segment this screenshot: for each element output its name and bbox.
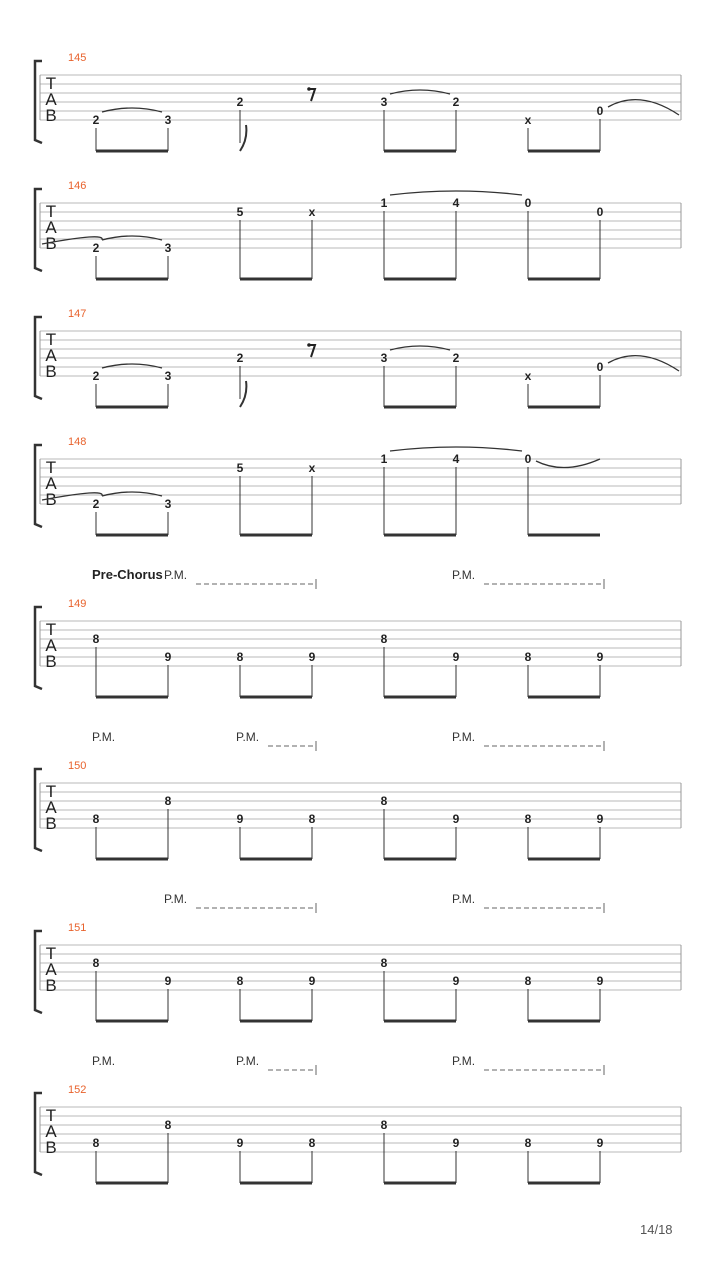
tab-clef-letter: T <box>45 74 57 93</box>
fret-number: 9 <box>452 650 460 664</box>
tab-clef-letter: B <box>45 234 57 253</box>
fret-number: 8 <box>236 650 244 664</box>
measure-number: 150 <box>68 760 87 772</box>
fret-number: 8 <box>308 1136 316 1150</box>
fret-number: 3 <box>380 351 388 365</box>
tab-clef-letter: A <box>45 474 57 493</box>
fret-number: 9 <box>308 650 316 664</box>
fret-number: 8 <box>524 812 532 826</box>
fret-number: x <box>524 369 532 383</box>
fret-number: 8 <box>92 812 100 826</box>
fret-number: 4 <box>452 452 460 466</box>
palm-mute-label: P.M. <box>452 568 476 582</box>
tab-system <box>35 567 681 697</box>
fret-number: x <box>308 205 316 219</box>
measure-number: 148 <box>68 436 87 448</box>
fret-number: 9 <box>452 974 460 988</box>
fret-number: 2 <box>92 497 100 511</box>
fret-number: 0 <box>596 360 604 374</box>
tab-clef-letter: T <box>45 1106 57 1125</box>
fret-number: x <box>524 113 532 127</box>
fret-number: 2 <box>92 369 100 383</box>
tie-arc <box>390 191 522 195</box>
fret-number: 8 <box>164 1118 172 1132</box>
palm-mute-label: P.M. <box>92 1054 116 1068</box>
fret-number: 9 <box>596 974 604 988</box>
tab-clef-letter: B <box>45 490 57 509</box>
tie-arc <box>536 459 600 468</box>
tab-system <box>35 52 681 151</box>
tab-system <box>35 436 681 535</box>
tab-clef-letter: T <box>45 330 57 349</box>
fret-number: 5 <box>236 205 244 219</box>
palm-mute-label: P.M. <box>452 730 476 744</box>
eighth-rest-icon <box>309 345 315 357</box>
fret-number: 8 <box>380 794 388 808</box>
tab-clef-letter: A <box>45 798 57 817</box>
fret-number: 1 <box>380 196 388 210</box>
section-label: Pre-Chorus <box>92 567 163 582</box>
tab-clef-letter: B <box>45 976 57 995</box>
tab-clef-letter: A <box>45 636 57 655</box>
fret-number: 8 <box>524 974 532 988</box>
tab-system <box>35 308 681 407</box>
palm-mute-label: P.M. <box>452 892 476 906</box>
fret-number: 9 <box>164 650 172 664</box>
fret-number: 2 <box>452 95 460 109</box>
fret-number: 0 <box>524 452 532 466</box>
fret-number: 8 <box>524 650 532 664</box>
tab-clef-letter: B <box>45 814 57 833</box>
fret-number: 3 <box>380 95 388 109</box>
eighth-flag-icon <box>240 125 246 151</box>
fret-number: 8 <box>380 1118 388 1132</box>
tab-system <box>35 180 681 279</box>
eighth-rest-icon <box>309 89 315 101</box>
fret-number: 9 <box>308 974 316 988</box>
palm-mute-label: P.M. <box>92 730 116 744</box>
fret-number: 3 <box>164 113 172 127</box>
tab-clef-letter: T <box>45 202 57 221</box>
page-number: 14/18 <box>640 1222 673 1237</box>
fret-number: 3 <box>164 241 172 255</box>
measure-number: 149 <box>68 598 87 610</box>
fret-number: 9 <box>452 1136 460 1150</box>
fret-number: 8 <box>92 956 100 970</box>
tie-arc <box>390 447 522 451</box>
tab-clef-letter: A <box>45 1122 57 1141</box>
palm-mute-label: P.M. <box>236 1054 260 1068</box>
palm-mute-label: P.M. <box>164 568 188 582</box>
measure-number: 151 <box>68 922 87 934</box>
fret-number: 9 <box>596 812 604 826</box>
fret-number: 8 <box>380 632 388 646</box>
fret-number: 8 <box>308 812 316 826</box>
fret-number: 9 <box>596 1136 604 1150</box>
fret-number: 9 <box>452 812 460 826</box>
tab-clef-letter: A <box>45 90 57 109</box>
tab-clef-letter: B <box>45 652 57 671</box>
palm-mute-label: P.M. <box>164 892 188 906</box>
measure-number: 152 <box>68 1084 87 1096</box>
tab-system <box>35 1054 681 1183</box>
fret-number: 4 <box>452 196 460 210</box>
fret-number: 9 <box>164 974 172 988</box>
eighth-rest-dot <box>307 343 311 347</box>
tab-clef-letter: B <box>45 362 57 381</box>
tab-clef-letter: A <box>45 218 57 237</box>
fret-number: 3 <box>164 497 172 511</box>
measure-number: 147 <box>68 308 87 320</box>
fret-number: 9 <box>596 650 604 664</box>
tab-clef-letter: T <box>45 944 57 963</box>
fret-number: 9 <box>236 1136 244 1150</box>
tab-clef-letter: T <box>45 782 57 801</box>
tab-system <box>35 892 681 1021</box>
fret-number: 2 <box>92 241 100 255</box>
fret-number: 3 <box>164 369 172 383</box>
fret-number: 8 <box>164 794 172 808</box>
palm-mute-label: P.M. <box>452 1054 476 1068</box>
fret-number: 2 <box>236 95 244 109</box>
tab-clef-letter: B <box>45 106 57 125</box>
fret-number: 0 <box>596 104 604 118</box>
fret-number: 1 <box>380 452 388 466</box>
fret-number: 0 <box>524 196 532 210</box>
eighth-flag-icon <box>240 381 246 407</box>
fret-number: 0 <box>596 205 604 219</box>
tab-clef-letter: T <box>45 620 57 639</box>
fret-number: 2 <box>452 351 460 365</box>
palm-mute-label: P.M. <box>236 730 260 744</box>
fret-number: x <box>308 461 316 475</box>
tab-system <box>35 730 681 859</box>
fret-number: 2 <box>92 113 100 127</box>
tab-clef-letter: A <box>45 346 57 365</box>
eighth-rest-dot <box>307 87 311 91</box>
fret-number: 8 <box>380 956 388 970</box>
fret-number: 8 <box>92 1136 100 1150</box>
tab-clef-letter: A <box>45 960 57 979</box>
measure-number: 146 <box>68 180 87 192</box>
fret-number: 8 <box>524 1136 532 1150</box>
fret-number: 9 <box>236 812 244 826</box>
fret-number: 8 <box>236 974 244 988</box>
tab-clef-letter: T <box>45 458 57 477</box>
measure-number: 145 <box>68 52 87 64</box>
tab-clef-letter: B <box>45 1138 57 1157</box>
fret-number: 8 <box>92 632 100 646</box>
fret-number: 5 <box>236 461 244 475</box>
fret-number: 2 <box>236 351 244 365</box>
